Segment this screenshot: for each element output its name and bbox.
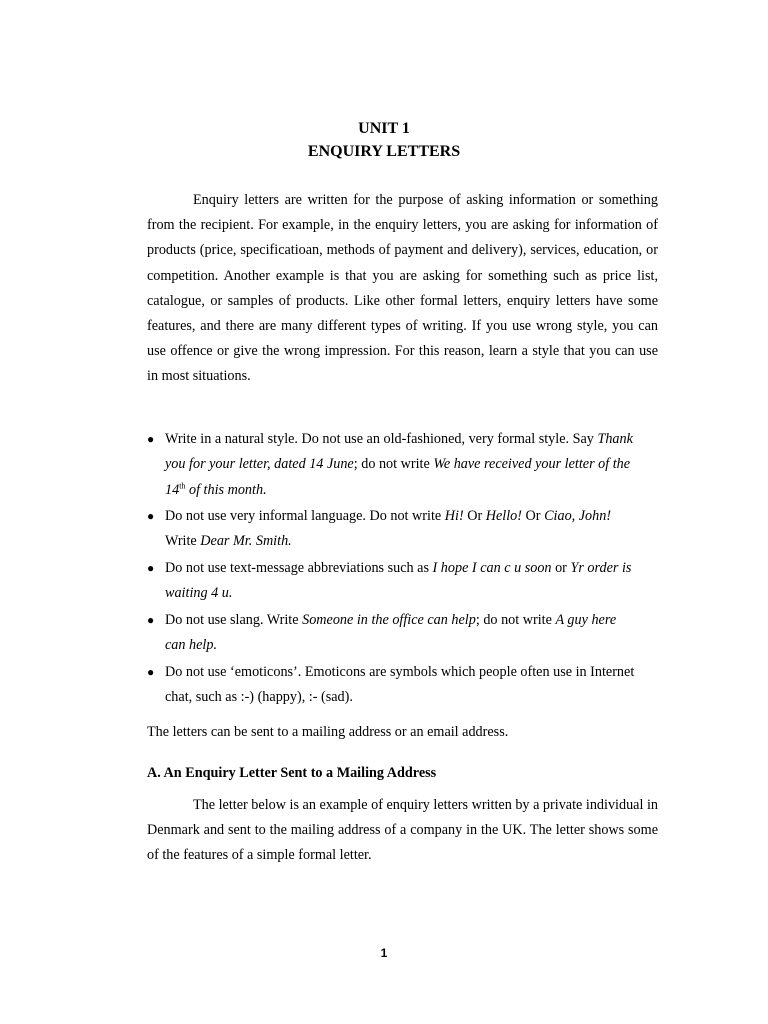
- bullet-icon: ●: [147, 432, 155, 446]
- bullet-text: ; do not write: [475, 611, 556, 628]
- section-a-heading: A. An Enquiry Letter Sent to a Mailing Address: [147, 765, 437, 781]
- bullet-text: Do not use ‘emoticons’. Emoticons are symbols which people often use in Internet chat, such as :-) (happy), :- (sad).: [165, 663, 635, 706]
- example-phrase: Dear Mr. Smith.: [200, 533, 292, 550]
- bullet-text: ; do not write: [353, 456, 434, 473]
- example-phrase: A guy here can help.: [165, 611, 617, 654]
- example-phrase: We have received your letter of the 14: [165, 456, 631, 498]
- list-item: [147, 556, 637, 607]
- bullet-text: Write: [165, 533, 201, 550]
- list-item: [147, 660, 637, 711]
- bullet-text: or: [551, 560, 571, 577]
- example-phrase: Someone in the office can help: [302, 611, 476, 628]
- page-number: 1: [380, 946, 388, 960]
- closing-paragraph: The letters can be sent to a mailing address or an email address.: [147, 724, 509, 740]
- bullet-icon: ●: [147, 664, 155, 679]
- section-a-paragraph: The letter below is an example of enquiry letters written by a private individual in Denmark and sent to the mailing address of a company in the UK. The letter shows some of the features of a simple formal letter.: [147, 797, 658, 864]
- list-item: [147, 608, 637, 659]
- intro-paragraph: Enquiry letters are written for the purpose of asking information or something from the recipient. For example, in the enquiry letters, you are asking for information of products (price, specificatioan, methods of payment and delivery), services, education, or competition. Another example is that you are asking for something such as price list, catalogue, or samples of products. Like other formal letters, enquiry letters have some features, and there are many different types of writing. If you use wrong style, you can use offence or give the wrong impression. For this reason, learn a style that you can use in most situations.: [147, 192, 658, 385]
- bullet-text: Do not use text-message abbreviations such as: [165, 560, 433, 577]
- example-phrase: of this month.: [185, 481, 267, 498]
- style-guidelines-list: [147, 427, 637, 712]
- unit-title: UNIT 1: [358, 120, 410, 137]
- example-phrase: Ciao, John!: [544, 508, 612, 525]
- superscript: th: [179, 480, 186, 490]
- bullet-text: Write in a natural style. Do not use an old-fashioned, very formal style. Say: [165, 431, 598, 447]
- bullet-icon: ●: [147, 612, 155, 627]
- example-phrase: Hi!: [444, 508, 464, 525]
- unit-subtitle: ENQUIRY LETTERS: [307, 143, 461, 160]
- example-phrase: I hope I can c u soon: [432, 560, 552, 577]
- bullet-icon: ●: [147, 561, 155, 576]
- bullet-text: Or: [522, 508, 545, 525]
- bullet-text: Or: [463, 508, 486, 525]
- list-item: [147, 427, 637, 503]
- bullet-text: Do not use slang. Write: [165, 611, 303, 628]
- bullet-text: Do not use very informal language. Do not write: [165, 508, 445, 525]
- example-phrase: Hello!: [485, 508, 522, 525]
- example-phrase: Yr order is waiting 4 u.: [165, 560, 632, 602]
- list-item: [147, 504, 637, 555]
- example-phrase: Thank you for your letter, dated 14 June: [165, 431, 633, 473]
- bullet-icon: ●: [147, 509, 155, 524]
